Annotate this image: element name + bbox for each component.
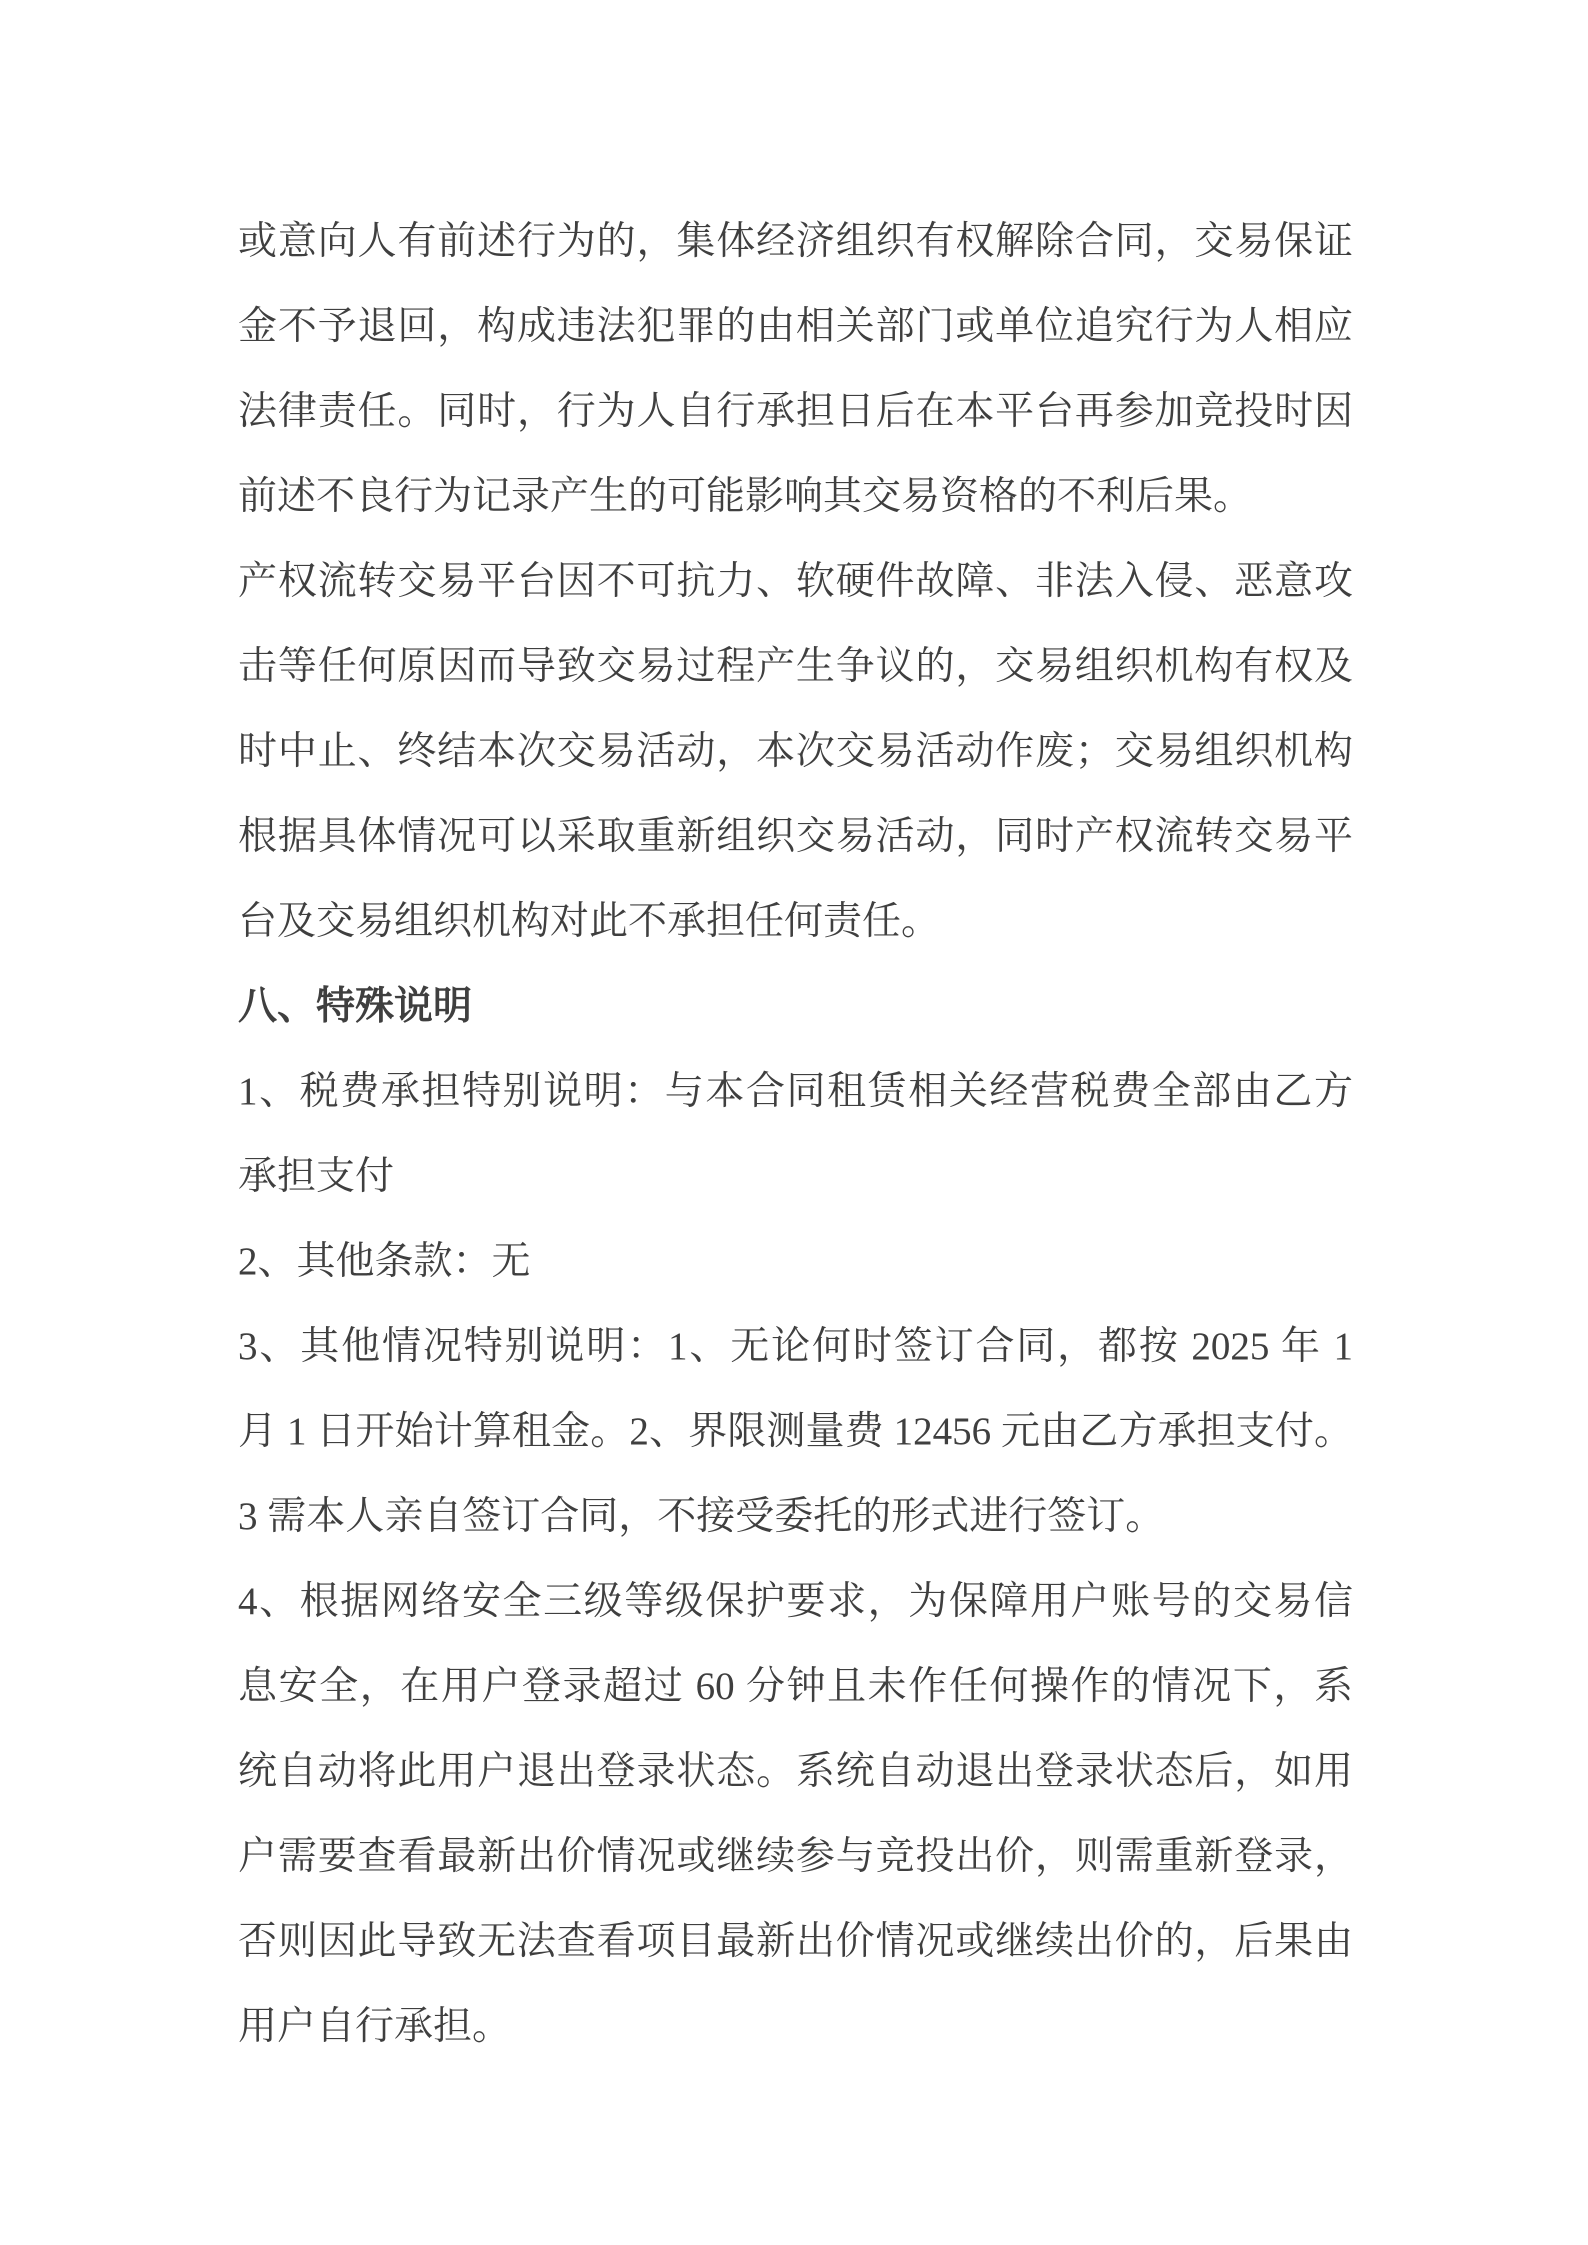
paragraph bbox=[238, 1049, 1353, 1219]
text-line: 产权流转交易平台因不可抗力、软硬件故障、非法入侵、恶意攻 bbox=[238, 560, 1353, 603]
text-line: 用户自行承担。 bbox=[238, 2005, 512, 2048]
text-line: 击等任何原因而导致交易过程产生争议的，交易组织机构有权及 bbox=[238, 645, 1353, 688]
text-line: 金不予退回，构成违法犯罪的由相关部门或单位追究行为人相应 bbox=[238, 305, 1353, 348]
section-heading: 八、特殊说明 bbox=[238, 985, 473, 1028]
contract-text-block bbox=[238, 199, 1353, 2069]
text-line: 3、其他情况特别说明：1、无论何时签订合同，都按 2025 年 1 bbox=[238, 1325, 1353, 1368]
text-line: 否则因此导致无法查看项目最新出价情况或继续出价的，后果由 bbox=[238, 1920, 1353, 1963]
text-line: 或意向人有前述行为的，集体经济组织有权解除合同，交易保证 bbox=[238, 220, 1353, 263]
section bbox=[238, 964, 1353, 1049]
text-line: 前述不良行为记录产生的可能影响其交易资格的不利后果。 bbox=[238, 475, 1253, 518]
text-line: 1、税费承担特别说明：与本合同租赁相关经营税费全部由乙方 bbox=[238, 1070, 1353, 1113]
text-line: 统自动将此用户退出登录状态。系统自动退出登录状态后，如用 bbox=[238, 1750, 1353, 1793]
text-line: 月 1 日开始计算租金。2、界限测量费 12456 元由乙方承担支付。 bbox=[238, 1410, 1353, 1453]
text-line: 根据具体情况可以采取重新组织交易活动，同时产权流转交易平 bbox=[238, 815, 1353, 858]
text-line: 息安全，在用户登录超过 60 分钟且未作任何操作的情况下，系 bbox=[238, 1665, 1353, 1708]
text-line: 台及交易组织机构对此不承担任何责任。 bbox=[238, 900, 941, 943]
text-line: 户需要查看最新出价情况或继续参与竞投出价，则需重新登录， bbox=[238, 1835, 1353, 1878]
text-line: 3 需本人亲自签订合同，不接受委托的形式进行签订。 bbox=[238, 1495, 1165, 1538]
text-line: 法律责任。同时，行为人自行承担日后在本平台再参加竞投时因 bbox=[238, 390, 1353, 433]
paragraph bbox=[238, 1304, 1353, 1559]
paragraph bbox=[238, 199, 1353, 539]
text-line: 承担支付 bbox=[238, 1155, 395, 1198]
text-line: 4、根据网络安全三级等级保护要求，为保障用户账号的交易信 bbox=[238, 1580, 1353, 1623]
text-line: 时中止、终结本次交易活动，本次交易活动作废；交易组织机构 bbox=[238, 730, 1353, 773]
paragraph bbox=[238, 1219, 1353, 1304]
paragraph bbox=[238, 1559, 1353, 2069]
text-line: 2、其他条款：无 bbox=[238, 1240, 531, 1283]
paragraph bbox=[238, 539, 1353, 964]
